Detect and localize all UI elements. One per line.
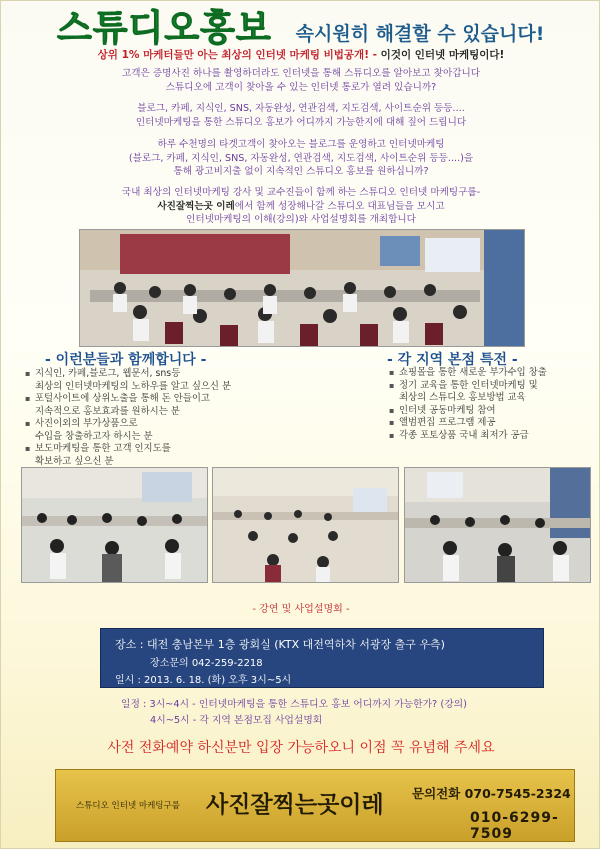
list-item-line: ▪ 앨범편집 프로그램 제공 [399,417,496,428]
intro-text-line [1,200,600,214]
intro-headline-red: 상위 1% 마케터들만 아는 최상의 인터넷 마케팅 비법공개! - [97,49,378,61]
phone-number-2: 010-6299-7509 [470,810,559,842]
page-subtitle: 속시원히 해결할 수 있습니다! [295,23,545,45]
event-info-box [100,628,544,688]
inquiry-label-text: 문의전화 [412,786,461,801]
intro-text-line: 인터넷마케팅을 통한 스튜디오 홍보가 어디까지 가능한지에 대해 짚어 드립니다 [135,116,467,128]
event-schedule-1: 일정 : 3시~4시 - 인터넷마케팅을 통한 스튜디오 홍보 어디까지 가능한가? (강의) [121,699,467,710]
list-item-line: 지속적으로 홍보효과를 원하시는 분 [35,405,180,417]
list-item-line: ▪ 정기 교육을 통한 인터넷마케팅 및 [399,379,538,391]
intro-text-line: 국내 최상의 인터넷마케팅 강사 및 교수진들이 함께 하는 스튜디오 인터넷 마케팅구룹- [121,187,481,198]
list-item-line: 수입을 창출하고자 하시는 분 [35,430,153,442]
intro-paragraph-2 [1,102,600,129]
list-item-line: ▪ 각종 포토상품 국내 최저가 공급 [399,429,529,441]
intro-text-line: 통해 광고비지출 없이 지속적인 스튜디오 홍보를 원하십니까? [173,166,429,177]
list-item-line: ▪ 지식인, 카페,블로그, 웹문서, sns등 [35,368,181,379]
seminar-photo-image [213,468,398,582]
event-date: 일시 : 2013. 6. 18. (화) 오후 3시~5시 [115,675,292,686]
seminar-photo-image [405,468,590,582]
list-item-line: 확보하고 싶으신 분 [35,455,114,467]
list-item-line: ▪ 인터넷 공동마케팅 참여 [399,404,496,416]
list-item [389,417,599,430]
list-item [389,405,599,418]
event-place: 장소 : 대전 충남본부 1층 광회실 (KTX 대전역하차 서광장 출구 우측) [115,638,445,651]
list-item [25,368,275,393]
intro-paragraph-1 [1,67,600,94]
list-item-line: 최상의 스튜디오 홍보방법 교육 [399,392,526,403]
section-title-benefits: - 각 지역 본점 특전 - [387,352,518,368]
company-name-bold: 사진잘찍는곳 이레 [157,200,235,212]
seminar-photo-middle [212,467,399,583]
seminar-photo-left [21,467,208,583]
banner-inquiry-label [412,784,571,802]
list-item [25,393,275,418]
contact-banner [55,769,575,842]
event-contact: 장소문의 042-259-2218 [150,658,263,669]
intro-headline [1,47,600,62]
seminar-photo-main [79,229,525,347]
reservation-notice: 사전 전화예약 하신분만 입장 가능하오니 이점 꼭 유념해 주세요 [107,740,495,756]
intro-text-line: 고객은 증명사진 하나를 촬영하더라도 인터넷을 통해 스튜디오를 알아보고 찾아갑니다 [121,68,481,79]
audience-list [25,368,275,468]
header [57,3,544,49]
list-item-line: ▪ 쇼핑몰을 통한 새로운 부가수입 창출 [399,367,547,378]
list-item-line: ▪ 포털사이트에 상위노출을 통해 돈 안들이고 [35,393,210,404]
intro-paragraph-3 [1,138,600,179]
list-item [25,443,275,468]
banner-group-name: 스튜디오 인터넷 마케팅구룹 [76,801,180,811]
event-schedule-2: 4시~5시 - 각 지역 본점모집 사업설명회 [150,715,323,726]
intro-text-fragment: 에서 함께 성장해나갈 스튜디오 대표님들을 모시고 [234,200,445,212]
intro-text-line: 블로그, 카페, 지식인, SNS, 자동완성, 연관검색, 지도검색, 사이트순위 등등.... [137,103,465,114]
seminar-photo-image [80,230,524,346]
intro-text-line: 스튜디오에 고객이 찾아올 수 있는 인터넷 통로가 열려 있습니까? [165,81,437,93]
intro-paragraph-4 [1,186,600,227]
phone-number-1: 070-7545-2324 [464,786,571,801]
intro-text-line: (블로그, 카페, 지식인, SNS, 자동완성, 연관검색, 지도검색, 사이트순위 등등....)을 [128,152,474,164]
list-item [389,367,599,380]
list-item [389,380,599,405]
intro-headline-black: 이것이 인터넷 마케팅이다! [380,49,505,61]
banner-brand-name: 사진잘찍는곳이레 [206,792,384,818]
seminar-photo-image [22,468,207,582]
list-item-line: ▪ 사진이외의 부가상품으로 [35,418,138,429]
list-item [25,418,275,443]
seminar-photo-right [404,467,591,583]
list-item-line: 최상의 인터넷마케팅의 노하우를 알고 싶으신 분 [35,380,232,392]
section-title-audience: - 이런분들과 함께합니다 - [45,352,207,368]
intro-text-line: 하루 수천명의 타겟고객이 찾아오는 블로그를 운영하고 인터넷마케팅 [157,139,445,150]
benefits-list [389,367,599,442]
list-item-line: ▪ 보도마케팅을 통한 고객 인지도를 [35,443,171,454]
page-title: 스튜디오홍보 [57,8,272,49]
list-item [389,430,599,443]
intro-text-line: 인터넷마케팅의 이해(강의)와 사업설명회를 개최합니다 [186,214,416,225]
event-title: - 강연 및 사업설명회 - [252,604,350,615]
